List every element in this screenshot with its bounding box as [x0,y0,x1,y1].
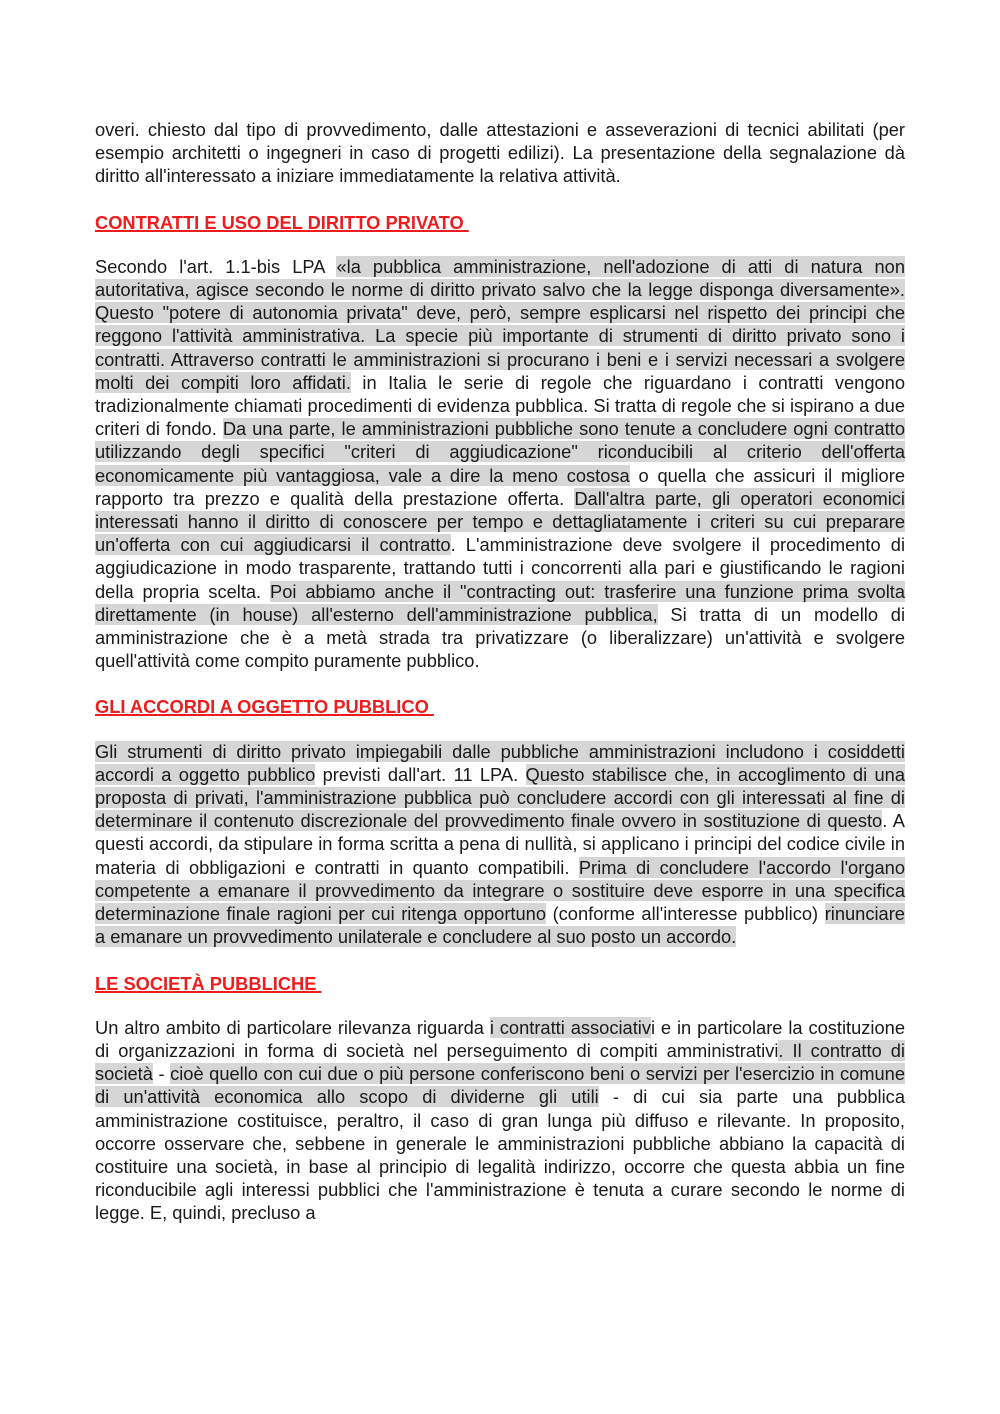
highlighted-text: rinunciare a emanare un provvedimento unilaterale e concludere al suo posto un accordo. [95,903,905,948]
highlighted-text: cioè quello con cui due o più persone conferiscono beni o servizi per l'esercizio in comune di un'attività economica allo scopo di dividerne gli utili [95,1063,906,1108]
text-run: . A questi accordi, da stipulare in forma scritta a pena di nullità, si applicano i principi del codice civile in materia di obbligazioni e contratti in quanto compatibili. [95,810,905,878]
text-run: Un altro ambito di particolare rilevanza riguarda [95,1016,490,1038]
highlighted-text: . Il contratto di società [95,1039,905,1085]
text-run: i e in particolare la costituzione di organizzazioni in forma di società nel perseguimento di compiti amministrativi [95,1016,905,1061]
intro-paragraph [95,118,905,188]
paragraph-contratti [95,255,905,673]
text-run: - [152,1063,171,1085]
paragraph-accordi [95,740,905,949]
text-run: o quella che assicuri il migliore rapporto tra prezzo e qualità della prestazione offerta. [95,464,905,509]
text-run: - di cui sia parte una pubblica amministrazione costituisce, peraltro, il caso di gran lunga più diffuso e rilevante. In proposito, occorre osservare che, sebbene in generale le amministrazioni pubbliche abbiano la capacità di costituire una società, in base al principio di legalità indirizzo, occorre che questa abbia un fine riconducibile agli interessi pubblici che l'amministrazione è tenuta a curare secondo le norme di legge. E, quindi, precluso a [95,1086,905,1224]
section-heading-contratti: CONTRATTI E USO DEL DIRITTO PRIVATO [95,211,469,233]
highlighted-text: Dall'altra parte, gli operatori economici interessati hanno il diritto di conoscere per tempo e dettagliatamente i criteri su cui preparare un'offerta con cui aggiudicarsi il contratto [95,487,905,556]
highlighted-text: Prima di concludere l'accordo l'organo competente a emanare il provvedimento da integrare o sostituire deve esporre in una specifica determinazione finale ragioni per cui ritenga opportuno [95,856,905,925]
section-heading-societa: LE SOCIETÀ PUBBLICHE [95,972,322,994]
highlighted-text: Da una parte, le amministrazioni pubbliche sono tenute a concludere ogni contratto utilizzando degli specifici "criteri di aggiudicazione" riconducibili al criterio dell'offerta economicamente più vantaggiosa, vale a dire la meno costosa [95,418,905,486]
highlighted-text: Poi abbiamo anche il "contracting out: trasferire una funzione prima svolta direttamente (in house) all'esterno dell'amministrazione pubblica, [95,580,905,625]
text-run: . L'amministrazione deve svolgere il procedimento di aggiudicazione in modo trasparente, trattando tutti i concorrenti alla pari e giustificando le ragioni della propria scelta. [95,534,906,602]
text-run: in Italia le serie di regole che riguardano i contratti vengono tradizionalmente chiamati procedimenti di evidenza pubblica. Si tratta di regole che si ispirano a due criteri di fondo. [95,371,906,440]
section-heading-accordi: GLI ACCORDI A OGGETTO PUBBLICO [95,696,434,718]
text-run: Si tratta di un modello di amministrazione che è a metà strada tra privatizzare (o liberalizzare) un'attività e svolgere quell'attività come compito puramente pubblico. [95,603,905,672]
paragraph-societa [95,1016,905,1225]
document-page [95,118,905,1225]
highlighted-text: Questo stabilisce che, in accoglimento di una proposta di privati, l'amministrazione pubblica può concludere accordi con gli interessati al fine di determinare il contenuto discrezionale del provvedimento finale ovvero in sostituzione di questo [95,763,905,832]
highlighted-text: i contratti associativ [489,1016,651,1038]
text-run: Secondo l'art. 1.1-bis LPA [95,255,337,277]
intro-text: overi. chiesto dal tipo di provvedimento, dalle attestazioni e asseverazioni di tecnici abilitati (per esempio architetti o ingegneri in caso di progetti edilizi). La presentazione della segnalazione dà diritto all'interessato a iniziare immediatamente la relativa attività. [95,119,905,187]
text-run: (conforme all'interesse pubblico) [546,903,825,925]
highlighted-text: Gli strumenti di diritto privato impiegabili dalle pubbliche amministrazioni includono i cosiddetti accordi a oggetto pubblico [95,740,905,785]
text-run: previsti dall'art. 11 LPA. [315,763,526,785]
highlighted-text: «la pubblica amministrazione, nell'adozione di atti di natura non autoritativa, agisce secondo le norme di diritto privato salvo che la legge disponga diversamente». Questo "potere di autonomia privata" deve, però, sempre esplicarsi nel rispetto dei principi che reggono l'attività amministrativa. La specie più importante di strumenti di diritto privato sono i contratti. Attraverso contratti le amministrazioni si procurano i beni e i servizi necessari a svolgere molti dei compiti loro affidati. [95,255,905,393]
